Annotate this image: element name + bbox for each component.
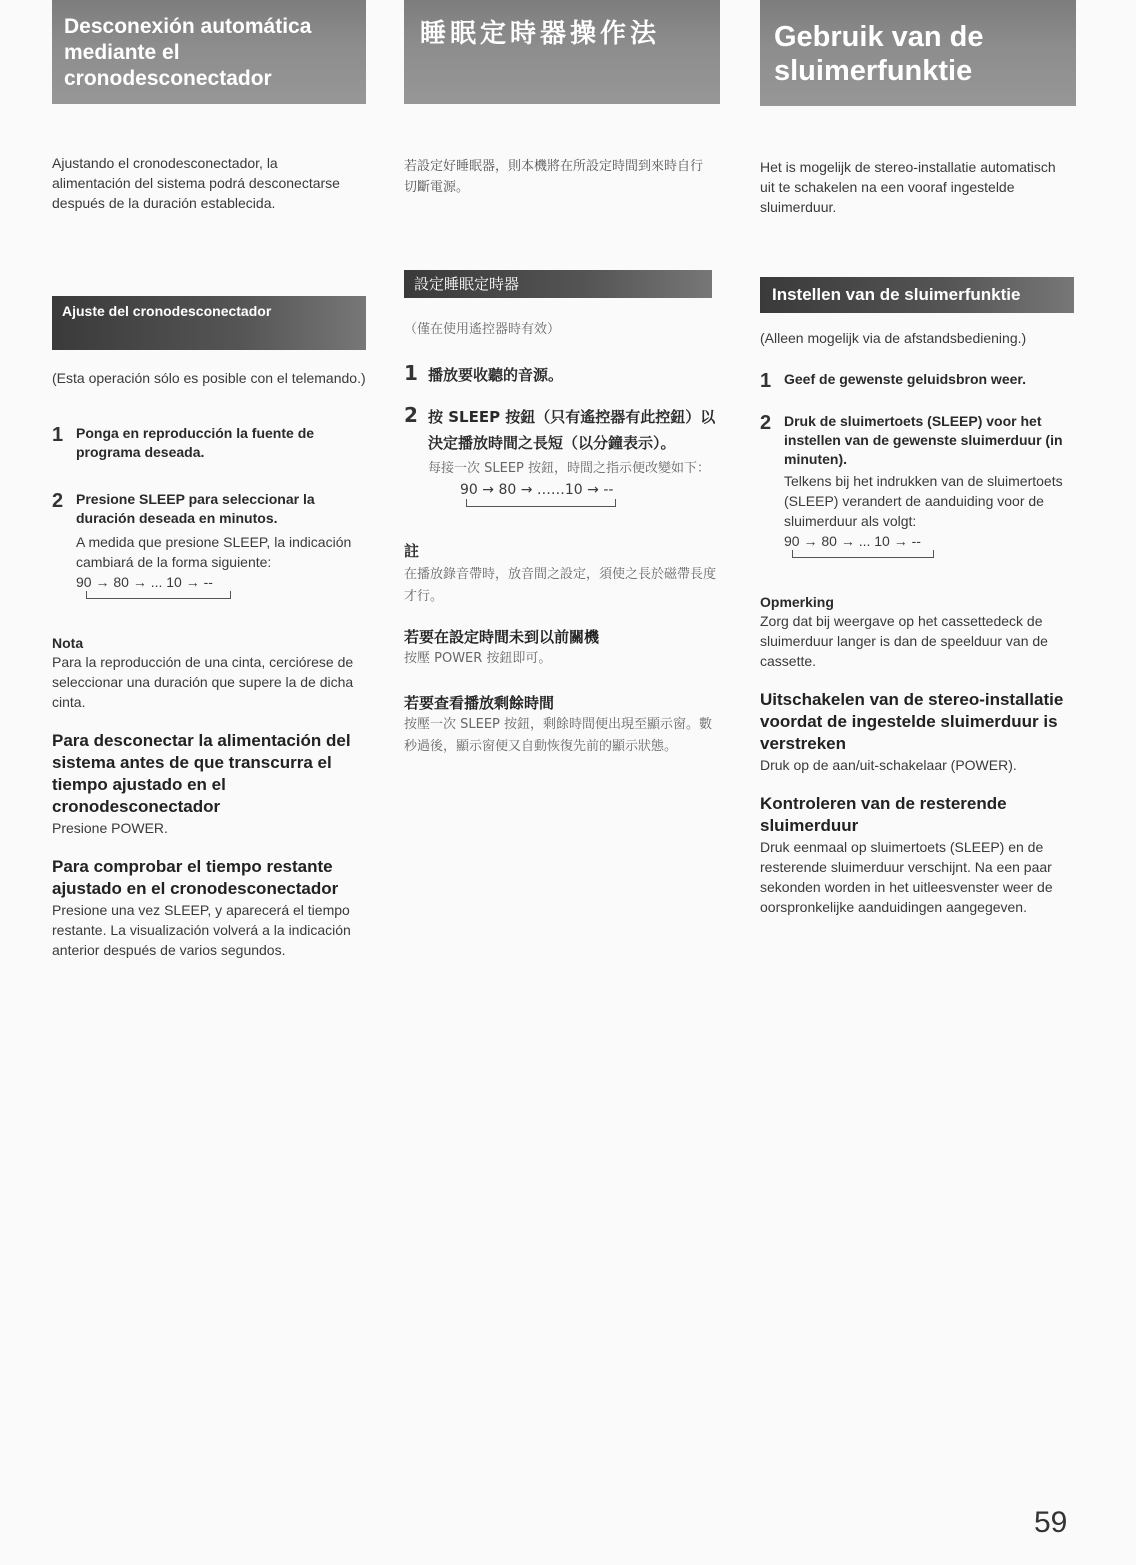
subheading: Para comprobar el tiempo restante ajustado en el cronodesconectador [52, 857, 339, 898]
note-text: Para la reproducción de una cinta, cerciórese de seleccionar una duración que supere la de dicha cinta. [52, 654, 354, 710]
remote-only-note: （僅在使用遙控器時有效） [404, 322, 561, 337]
sleep-sequence [784, 531, 1076, 571]
subheading: Kontroleren van de resterende sluimerduur [760, 794, 1007, 835]
sequence-text: 90 → 80 → ... 10 → -- [784, 533, 921, 549]
page-number: 59 [1034, 1506, 1068, 1539]
step-text: 每接一次 SLEEP 按鈕，時間之指示便改變如下： [428, 461, 711, 476]
intro-text: Het is mogelijk de stereo-installatie automatisch uit te schakelen na een vooraf ingestelde sluimerduur. [760, 159, 1056, 215]
step-heading: Druk de sluimertoets (SLEEP) voor het instellen van de gewenste sluimerduur (in minuten). [784, 413, 1063, 467]
power-off-block [760, 689, 1076, 775]
remote-only-note: (Esta operación sólo es posible con el telemando.) [52, 370, 366, 386]
power-off-block [52, 730, 366, 838]
step-1 [760, 370, 1076, 392]
note-block [404, 542, 720, 608]
intro-text: Ajustando el cronodesconectador, la alimentación del sistema podrá desconectarse después de la duración establecida. [52, 155, 340, 211]
section-title: 睡眠定時器操作法 [404, 0, 720, 104]
sequence-text: 90 → 80 → ... 10 → -- [76, 574, 213, 590]
remote-only-note: (Alleen mogelijk via de afstandsbediening.) [760, 330, 1027, 346]
step-text: Telkens bij het indrukken van de sluimertoets (SLEEP) verandert de aanduiding voor de sluimerduur als volgt: [784, 473, 1063, 529]
subsection-bar: 設定睡眠定時器 [404, 270, 712, 298]
power-off-block [404, 626, 720, 670]
step-2 [760, 412, 1076, 571]
step-number: 1 [760, 370, 772, 392]
step-number: 1 [52, 424, 64, 446]
step-2 [52, 490, 366, 612]
step-2 [404, 404, 720, 520]
note-title: Opmerking [760, 594, 834, 610]
note-text: Zorg dat bij weergave op het cassettedeck de sluimerduur langer is dan de speelduur van de cassette. [760, 613, 1048, 669]
cycle-arrow-line [792, 550, 934, 558]
cycle-arrow-line [86, 591, 231, 599]
step-text: A medida que presione SLEEP, la indicación cambiará de la forma siguiente: [76, 534, 352, 570]
subheading-text: Presione una vez SLEEP, y aparecerá el tiempo restante. La visualización volverá a la indicación anterior después de varios segundos. [52, 902, 351, 958]
step-heading: 播放要收聽的音源。 [428, 366, 564, 384]
subheading-text: Druk op de aan/uit-schakelaar (POWER). [760, 757, 1017, 773]
subheading: Para desconectar la alimentación del sistema antes de que transcurra el tiempo ajustado en el cronodesconectador [52, 731, 351, 816]
subheading-text: 按壓一次 SLEEP 按鈕，剩餘時間便出現至顯示窗。數秒過後，顯示窗便又自動恢復先前的顯示狀態。 [404, 717, 713, 754]
intro-text: 若設定好睡眠器，則本機將在所設定時間到來時自行切斷電源。 [404, 159, 704, 195]
remaining-time-block [760, 793, 1076, 917]
instructions [52, 368, 366, 960]
note-title: 註 [404, 542, 420, 560]
step-number: 1 [404, 361, 418, 385]
step-1 [52, 424, 366, 462]
subheading-text: 按壓 POWER 按鈕即可。 [404, 651, 552, 666]
step-number: 2 [760, 412, 772, 434]
note-block [760, 593, 1076, 671]
note-text: 在播放錄音帶時，放音間之設定，須使之長於磁帶長度才行。 [404, 567, 717, 604]
remaining-time-block [404, 692, 720, 758]
step-heading: Presione SLEEP para seleccionar la duración deseada en minutos. [76, 491, 315, 526]
subsection-bar: Ajuste del cronodesconectador [52, 296, 366, 350]
note-title: Nota [52, 635, 84, 651]
step-heading: Geef de gewenste geluidsbron weer. [784, 371, 1026, 387]
remaining-time-block [52, 856, 366, 960]
sleep-sequence [460, 480, 720, 520]
subheading: Uitschakelen van de stereo-installatie voordat de ingestelde sluimerduur is verstreken [760, 690, 1064, 753]
instructions [404, 320, 720, 758]
subsection-bar: Instellen van de sluimerfunktie [760, 277, 1074, 313]
sleep-sequence [76, 572, 366, 612]
sequence-text: 90 → 80 → ……10 → -- [460, 482, 614, 498]
subheading-text: Druk eenmaal op sluimertoets (SLEEP) en de resterende sluimerduur verschijnt. Na een paar sekonden worden in het uitleesvenster weer de oorspronkelijke aanduidingen aangegeven. [760, 839, 1053, 915]
subheading: 若要查看播放剩餘時間 [404, 694, 555, 712]
subheading: 若要在設定時間未到以前關機 [404, 628, 600, 646]
step-heading: 按 SLEEP 按鈕（只有遙控器有此控鈕）以決定播放時間之長短（以分鐘表示）。 [428, 408, 716, 452]
instructions [760, 328, 1076, 917]
note-block [52, 634, 366, 712]
cycle-arrow-line [466, 499, 616, 507]
section-title: Desconexión automática mediante el cronodesconectador [52, 0, 366, 104]
step-number: 2 [404, 403, 418, 427]
step-heading: Ponga en reproducción la fuente de programa deseada. [76, 425, 315, 460]
section-title: Gebruik van de sluimerfunktie [760, 0, 1076, 106]
step-1 [404, 362, 720, 388]
subheading-text: Presione POWER. [52, 820, 168, 836]
step-number: 2 [52, 490, 64, 512]
